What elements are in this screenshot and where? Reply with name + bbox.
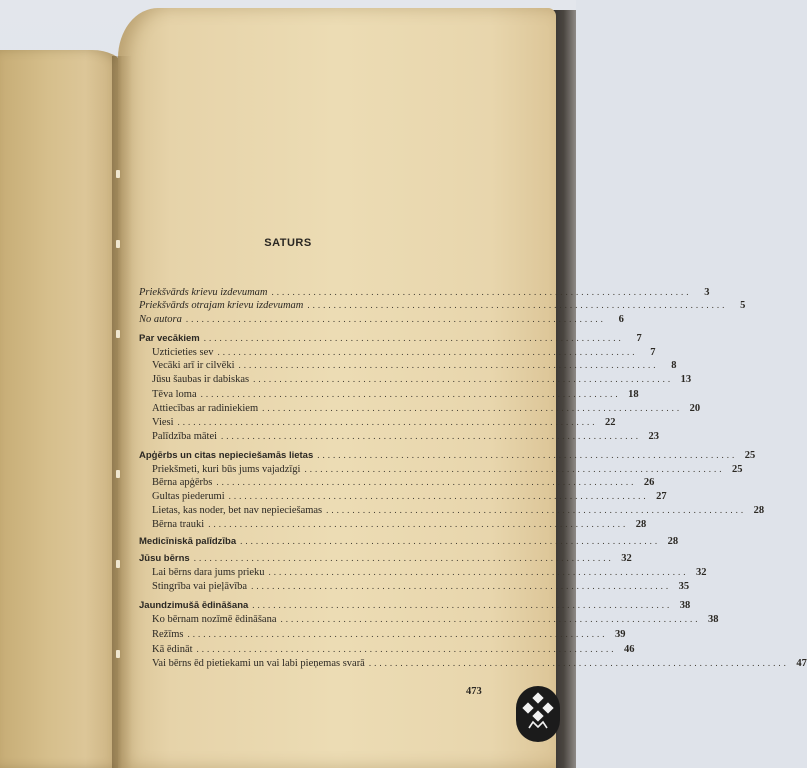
toc-entry — [139, 332, 642, 344]
toc-entry — [152, 613, 719, 625]
toc-entry-title: Apģērbs un citas nepieciešamās lietas — [139, 450, 314, 461]
binding-stitch — [116, 560, 120, 568]
toc-entry — [152, 416, 616, 428]
toc-entry-title: Priekšvārds krievu izdevumam — [139, 287, 268, 298]
toc-entry-title: Uzticieties sev — [152, 347, 214, 358]
toc-entry-page: 28 — [753, 505, 765, 516]
toc-entry-title: Palīdzība mātei — [152, 431, 218, 442]
toc-entry-title: Bērna trauki — [152, 519, 205, 530]
dot-leader: ................................................................................ — [196, 644, 617, 654]
toc-entry — [152, 388, 639, 400]
toc-entry-page: 25 — [731, 464, 743, 475]
toc-entry — [139, 449, 756, 461]
toc-entry-page: 32 — [621, 553, 632, 564]
toc-entry — [152, 490, 667, 502]
dot-leader: ................................................................................ — [177, 417, 598, 427]
toc-entry — [152, 430, 660, 442]
toc-entry — [139, 599, 691, 611]
toc-entry — [152, 566, 707, 578]
toc-entry-page: 38 — [679, 600, 691, 611]
toc-entry — [139, 535, 679, 547]
toc-entry-page: 38 — [708, 614, 719, 625]
toc-entry-page: 35 — [678, 581, 690, 592]
toc-entry — [152, 643, 635, 655]
toc-entry — [139, 286, 710, 298]
toc-entry-page: 7 — [650, 347, 656, 358]
dot-leader: ................................................................................ — [203, 333, 624, 343]
toc-entry-page: 22 — [605, 417, 616, 428]
dot-leader: ................................................................................ — [251, 581, 672, 591]
toc-entry-title: Vai bērns ēd pietiekami un vai labi pieņemas svarā — [152, 658, 365, 669]
toc-entry — [152, 476, 655, 488]
toc-entry — [152, 504, 765, 516]
toc-entry-title: Režīms — [152, 629, 184, 640]
toc-entry-title: Lietas, kas noder, bet nav nepieciešamas — [152, 505, 323, 516]
toc-entry-title: Jūsu šaubas ir dabiskas — [152, 374, 250, 385]
toc-entry — [152, 657, 807, 669]
toc-entry — [152, 580, 690, 592]
toc-entry-page: 23 — [648, 431, 660, 442]
dot-leader: ................................................................................ — [268, 567, 689, 577]
left-page — [0, 50, 122, 768]
toc-entry-title: Medicīniskā palīdzība — [139, 536, 237, 547]
toc-entry-page: 6 — [618, 314, 624, 325]
toc-entry — [152, 359, 677, 371]
page-title: SATURS — [264, 237, 312, 249]
toc-entry-page: 28 — [667, 536, 679, 547]
toc-entry — [152, 373, 692, 385]
toc-entry-title: Vecāki arī ir cilvēki — [152, 360, 235, 371]
toc-entry-title: No autora — [139, 314, 182, 325]
toc-entry-page: 25 — [744, 450, 756, 461]
toc-entry-title: Bērna apģērbs — [152, 477, 213, 488]
toc-entry-title: Jūsu bērns — [139, 553, 190, 564]
dot-leader: ................................................................................ — [252, 600, 673, 610]
toc-entry-title: Viesi — [152, 417, 174, 428]
toc-entry — [152, 402, 701, 414]
dot-leader: ................................................................................ — [221, 431, 642, 441]
toc-entry-page: 27 — [656, 491, 667, 502]
dot-leader: ................................................................................ — [307, 300, 728, 310]
toc-entry-page: 46 — [624, 644, 635, 655]
dot-leader: ................................................................................ — [200, 389, 621, 399]
toc-entry-title: Tēva loma — [152, 389, 197, 400]
toc-entry — [152, 628, 626, 640]
dot-leader: ................................................................................ — [240, 536, 661, 546]
toc-entry-title: Stingrība vai pieļāvība — [152, 581, 248, 592]
toc-entry — [152, 518, 647, 530]
dot-leader: ................................................................................ — [228, 491, 649, 501]
toc-entry-page: 39 — [615, 629, 626, 640]
toc-entry — [139, 299, 746, 311]
dot-leader: ................................................................................ — [304, 464, 725, 474]
toc-entry-title: Attiecības ar radiniekiem — [152, 403, 259, 414]
toc-entry-title: Par vecākiem — [139, 333, 200, 344]
binding-stitch — [116, 470, 120, 478]
toc-entry-page: 47 — [796, 658, 807, 669]
toc-entry-title: Jaundzimušā ēdināšana — [139, 600, 249, 611]
binding-stitch — [116, 650, 120, 658]
dot-leader: ................................................................................ — [317, 450, 738, 460]
toc-entry — [139, 313, 624, 325]
dot-leader: ................................................................................ — [208, 519, 629, 529]
dot-leader: ................................................................................ — [185, 314, 606, 324]
dot-leader: ................................................................................ — [253, 374, 674, 384]
toc-entry-page: 26 — [643, 477, 655, 488]
dot-leader: ................................................................................ — [238, 360, 659, 370]
toc-entry-title: Gultas piederumi — [152, 491, 225, 502]
toc-entry-page: 28 — [635, 519, 647, 530]
page-number: 473 — [466, 686, 482, 697]
toc-entry-page: 20 — [689, 403, 701, 414]
toc-entry — [139, 552, 632, 564]
toc-entry — [152, 463, 743, 475]
binding-stitch — [116, 330, 120, 338]
dot-leader: ................................................................................ — [217, 347, 638, 357]
toc-entry-page: 18 — [628, 389, 639, 400]
dot-leader: ................................................................................ — [280, 614, 701, 624]
dot-leader: ................................................................................ — [193, 553, 614, 563]
diamond-ornament-icon — [516, 686, 560, 742]
dot-leader: ................................................................................ — [262, 403, 683, 413]
toc-entry — [152, 346, 656, 358]
toc-entry-title: Priekšmeti, kuri būs jums vajadzīgi — [152, 464, 301, 475]
dot-leader: ................................................................................ — [216, 477, 637, 487]
dot-leader: ................................................................................ — [271, 287, 692, 297]
toc-entry-title: Kā ēdināt — [152, 644, 193, 655]
toc-entry-page: 32 — [696, 567, 707, 578]
dot-leader: ................................................................................ — [368, 658, 789, 668]
dot-leader: ................................................................................ — [187, 629, 608, 639]
toc-entry-title: Lai bērns dara jums prieku — [152, 567, 265, 578]
toc-entry-page: 3 — [704, 287, 710, 298]
book-gutter — [112, 56, 132, 768]
toc-entry-page: 13 — [680, 374, 692, 385]
dot-leader: ................................................................................ — [326, 505, 747, 515]
logo — [516, 686, 560, 742]
toc-entry-page: 8 — [671, 360, 677, 371]
toc-entry-title: Ko bērnam nozīmē ēdināšana — [152, 614, 277, 625]
binding-stitch — [116, 170, 120, 178]
toc-entry-page: 7 — [636, 333, 642, 344]
toc-entry-page: 5 — [740, 300, 746, 311]
toc-entry-title: Priekšvārds otrajam krievu izdevumam — [139, 300, 304, 311]
